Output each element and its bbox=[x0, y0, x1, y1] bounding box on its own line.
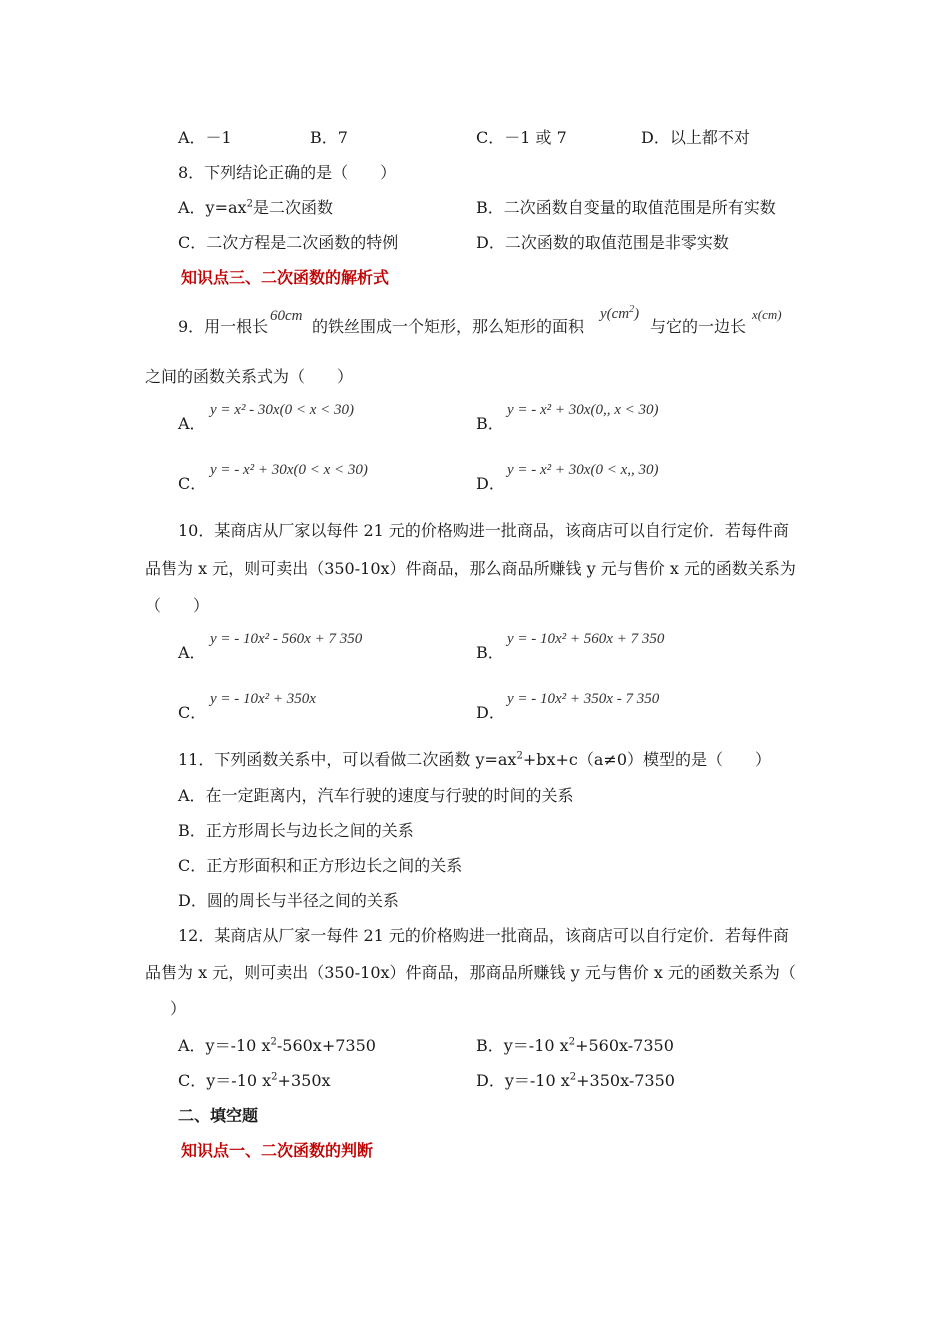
q9-length: 60cm bbox=[270, 308, 303, 324]
q11-option-b: B．正方形周长与边长之间的关系 bbox=[178, 821, 414, 840]
q7-option-c: C．－1 或 7 bbox=[476, 128, 567, 147]
q10-line-1: 10．某商店从厂家以每件 21 元的价格购进一批商品，该商店可以自行定价．若每件商 bbox=[178, 521, 789, 540]
q12-option-b: B．y＝-10 $x^2+560x-7350$ bbox=[476, 1036, 674, 1055]
q10-line-2: 品售为 x 元，则可卖出（350-10x）件商品，那么商品所赚钱 y 元与售价 x 元的函数关系为 bbox=[145, 559, 796, 578]
q8-option-c: C．二次方程是二次函数的特例 bbox=[178, 233, 399, 252]
q8-option-a: A．$y=ax^2$是二次函数 bbox=[178, 198, 333, 217]
q10-option-d-label: D． bbox=[476, 703, 505, 722]
q7-option-b: B．7 bbox=[310, 128, 348, 147]
q12-option-a: A．y＝-10 $x^2-560x+7350$ bbox=[178, 1036, 376, 1055]
q10-line-3: （ ） bbox=[145, 596, 210, 615]
q9-area: $y(cm^2)$ bbox=[600, 304, 640, 322]
q12-option-c: C．y＝-10 $x^2+350x$ bbox=[178, 1071, 331, 1090]
section-heading-3: 知识点三、二次函数的解析式 bbox=[181, 268, 390, 287]
q11-option-a: A．在一定距离内，汽车行驶的速度与行驶的时间的关系 bbox=[178, 786, 574, 805]
q10-option-b-label: B． bbox=[476, 643, 504, 662]
q8-option-b: B．二次函数自变量的取值范围是所有实数 bbox=[476, 198, 776, 217]
q10-option-c-label: C． bbox=[178, 703, 207, 722]
q12-line-1: 12．某商店从厂家一每件 21 元的价格购进一批商品，该商店可以自行定价．若每件商 bbox=[178, 926, 789, 945]
q8-stem: 8．下列结论正确的是（ ） bbox=[178, 163, 397, 182]
q11-option-d: D．圆的周长与半径之间的关系 bbox=[178, 891, 399, 910]
q11-option-c: C．正方形面积和正方形边长之间的关系 bbox=[178, 856, 463, 875]
q8-option-d: D．二次函数的取值范围是非零实数 bbox=[476, 233, 729, 252]
q9-option-b-formula: y = - x² + 30x(0,, x < 30) bbox=[507, 402, 659, 418]
part-heading-2: 二、填空题 bbox=[178, 1106, 259, 1125]
q9-option-b-label: B． bbox=[476, 414, 504, 433]
q12-line-2: 品售为 x 元，则可卖出（350-10x）件商品，那商品所赚钱 y 元与售价 x 元的函数关系为（ bbox=[145, 963, 796, 982]
q9-stem-3: 与它的一边长 bbox=[650, 317, 747, 336]
q11-stem: 11．下列函数关系中，可以看做二次函数 $y=ax^2+bx+c(a\ne 0)$模型的是（ ） bbox=[178, 750, 772, 769]
q9-stem-4: 之间的函数关系式为（ ） bbox=[145, 367, 354, 386]
q9-option-c-formula: y = - x² + 30x(0 < x < 30) bbox=[210, 462, 368, 478]
q12-line-3: ） bbox=[170, 999, 187, 1018]
q9-option-c-label: C． bbox=[178, 474, 207, 493]
q9-option-d-formula: y = - x² + 30x(0 < x,, 30) bbox=[507, 462, 659, 478]
section-heading-1: 知识点一、二次函数的判断 bbox=[181, 1141, 374, 1160]
q10-option-c-formula: y = - 10x² + 350x bbox=[210, 691, 316, 707]
q10-option-b-formula: y = - 10x² + 560x + 7 350 bbox=[507, 631, 665, 647]
q12-option-d: D．y＝-10 $x^2+350x-7350$ bbox=[476, 1071, 675, 1090]
q9-stem-2: 的铁丝围成一个矩形，那么矩形的面积 bbox=[312, 317, 585, 336]
q7-option-a: A．－1 bbox=[178, 128, 232, 147]
q10-option-a-label: A． bbox=[178, 643, 206, 662]
q9-side: x(cm) bbox=[752, 307, 782, 322]
q9-option-a-formula: y = x² - 30x(0 < x < 30) bbox=[210, 402, 354, 418]
q9-option-d-label: D． bbox=[476, 474, 505, 493]
q10-option-d-formula: y = - 10x² + 350x - 7 350 bbox=[507, 691, 660, 707]
q9-option-a-label: A． bbox=[178, 414, 206, 433]
q7-option-d: D．以上都不对 bbox=[641, 128, 750, 147]
q10-option-a-formula: y = - 10x² - 560x + 7 350 bbox=[210, 631, 363, 647]
q9-stem-1: 9．用一根长 bbox=[178, 317, 269, 336]
